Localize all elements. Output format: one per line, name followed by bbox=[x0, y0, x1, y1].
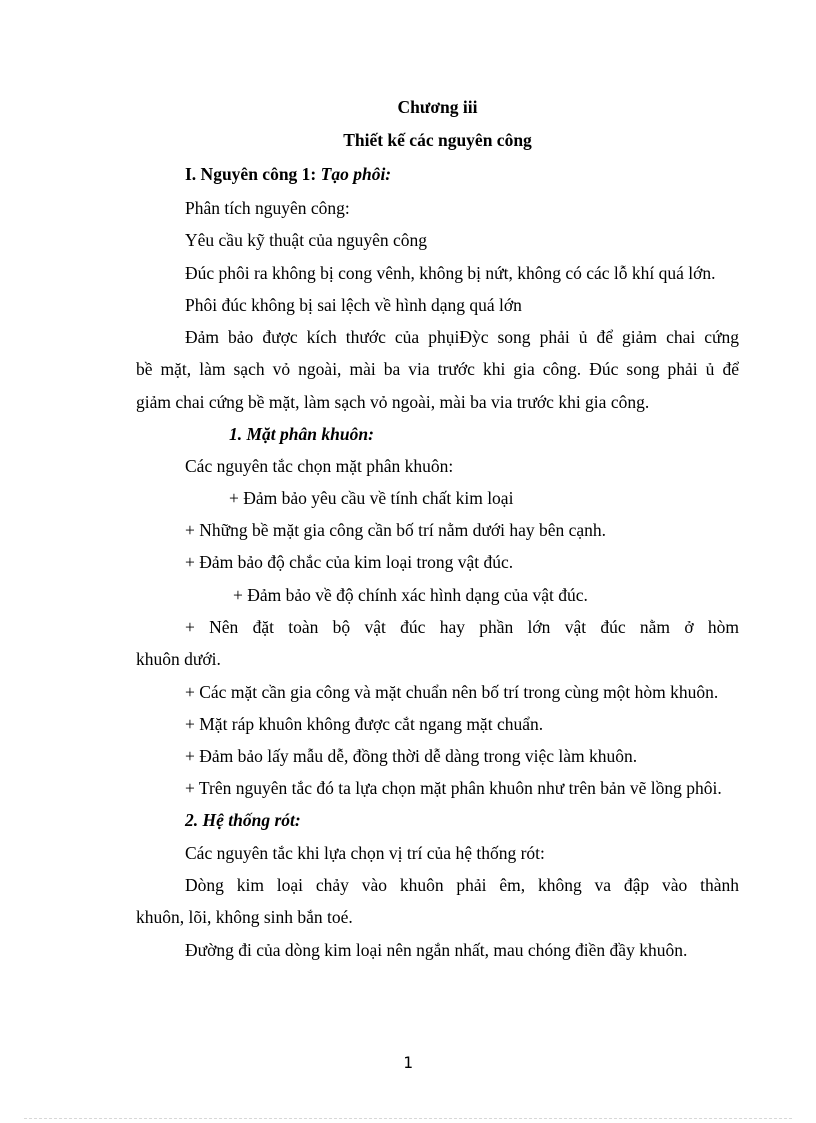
paragraph-line: giảm chai cứng bề mặt, làm sạch vỏ ngoài, mài ba via trước khi gia công. bbox=[136, 392, 650, 412]
paragraph-line: bề mặt, làm sạch vỏ ngoài, mài ba via trước khi gia công. Đúc song phải ủ để bbox=[136, 359, 739, 379]
list-item: + Đảm bảo lấy mẫu dễ, đồng thời dễ dàng trong việc làm khuôn. bbox=[185, 746, 638, 766]
page-number: 1 bbox=[403, 1053, 413, 1072]
list-item: + Các mặt cần gia công và mặt chuẩn nên bố trí trong cùng một hòm khuôn. bbox=[185, 682, 719, 702]
list-item: + Trên nguyên tắc đó ta lựa chọn mặt phân khuôn như trên bản vẽ lồng phôi. bbox=[185, 778, 722, 798]
list-item: + Đảm bảo về độ chính xác hình dạng của vật đúc. bbox=[233, 585, 588, 605]
list-item: + Mặt ráp khuôn không được cắt ngang mặt chuẩn. bbox=[185, 714, 544, 734]
section-label: I. Nguyên công 1: bbox=[185, 164, 317, 184]
section-heading bbox=[185, 163, 739, 185]
text-line: Đúc phôi ra không bị cong vênh, không bị nứt, không có các lỗ khí quá lớn. bbox=[185, 263, 716, 283]
paragraph-line: Dòng kim loại chảy vào khuôn phải êm, không va đập vào thành bbox=[185, 875, 739, 895]
subsection-heading: 1. Mặt phân khuôn: bbox=[229, 424, 374, 444]
text-line: Đường đi của dòng kim loại nên ngắn nhất, mau chóng điền đầy khuôn. bbox=[185, 940, 688, 960]
text-line: Các nguyên tắc chọn mặt phân khuôn: bbox=[185, 456, 454, 476]
page-bottom-divider bbox=[24, 1118, 792, 1119]
list-item: + Nên đặt toàn bộ vật đúc hay phần lớn vật đúc nằm ở hòm bbox=[185, 617, 739, 637]
list-item: + Đảm bảo độ chắc của kim loại trong vật đúc. bbox=[185, 552, 514, 572]
subsection-heading: 2. Hệ thống rót: bbox=[185, 810, 301, 830]
chapter-title: Thiết kế các nguyên công bbox=[343, 130, 532, 150]
text-line: Phôi đúc không bị sai lệch về hình dạng quá lớn bbox=[185, 295, 522, 315]
text-line: Các nguyên tắc khi lựa chọn vị trí của hệ thống rót: bbox=[185, 843, 545, 863]
text-line: Phân tích nguyên công: bbox=[185, 198, 350, 218]
text-line: khuôn dưới. bbox=[136, 649, 221, 669]
chapter-heading: Chương iii bbox=[397, 97, 478, 117]
section-topic: Tạo phôi: bbox=[320, 164, 392, 184]
paragraph-line: Đảm bảo được kích thước của phụiĐỳc song phải ủ để giảm chai cứng bbox=[185, 327, 739, 347]
list-item: + Đảm bảo yêu cầu về tính chất kim loại bbox=[229, 488, 514, 508]
text-line: Yêu cầu kỹ thuật của nguyên công bbox=[185, 230, 428, 250]
list-item: + Những bề mặt gia công cần bố trí nằm dưới hay bên cạnh. bbox=[185, 520, 607, 540]
paragraph-line: khuôn, lõi, không sinh bắn toé. bbox=[136, 907, 353, 927]
